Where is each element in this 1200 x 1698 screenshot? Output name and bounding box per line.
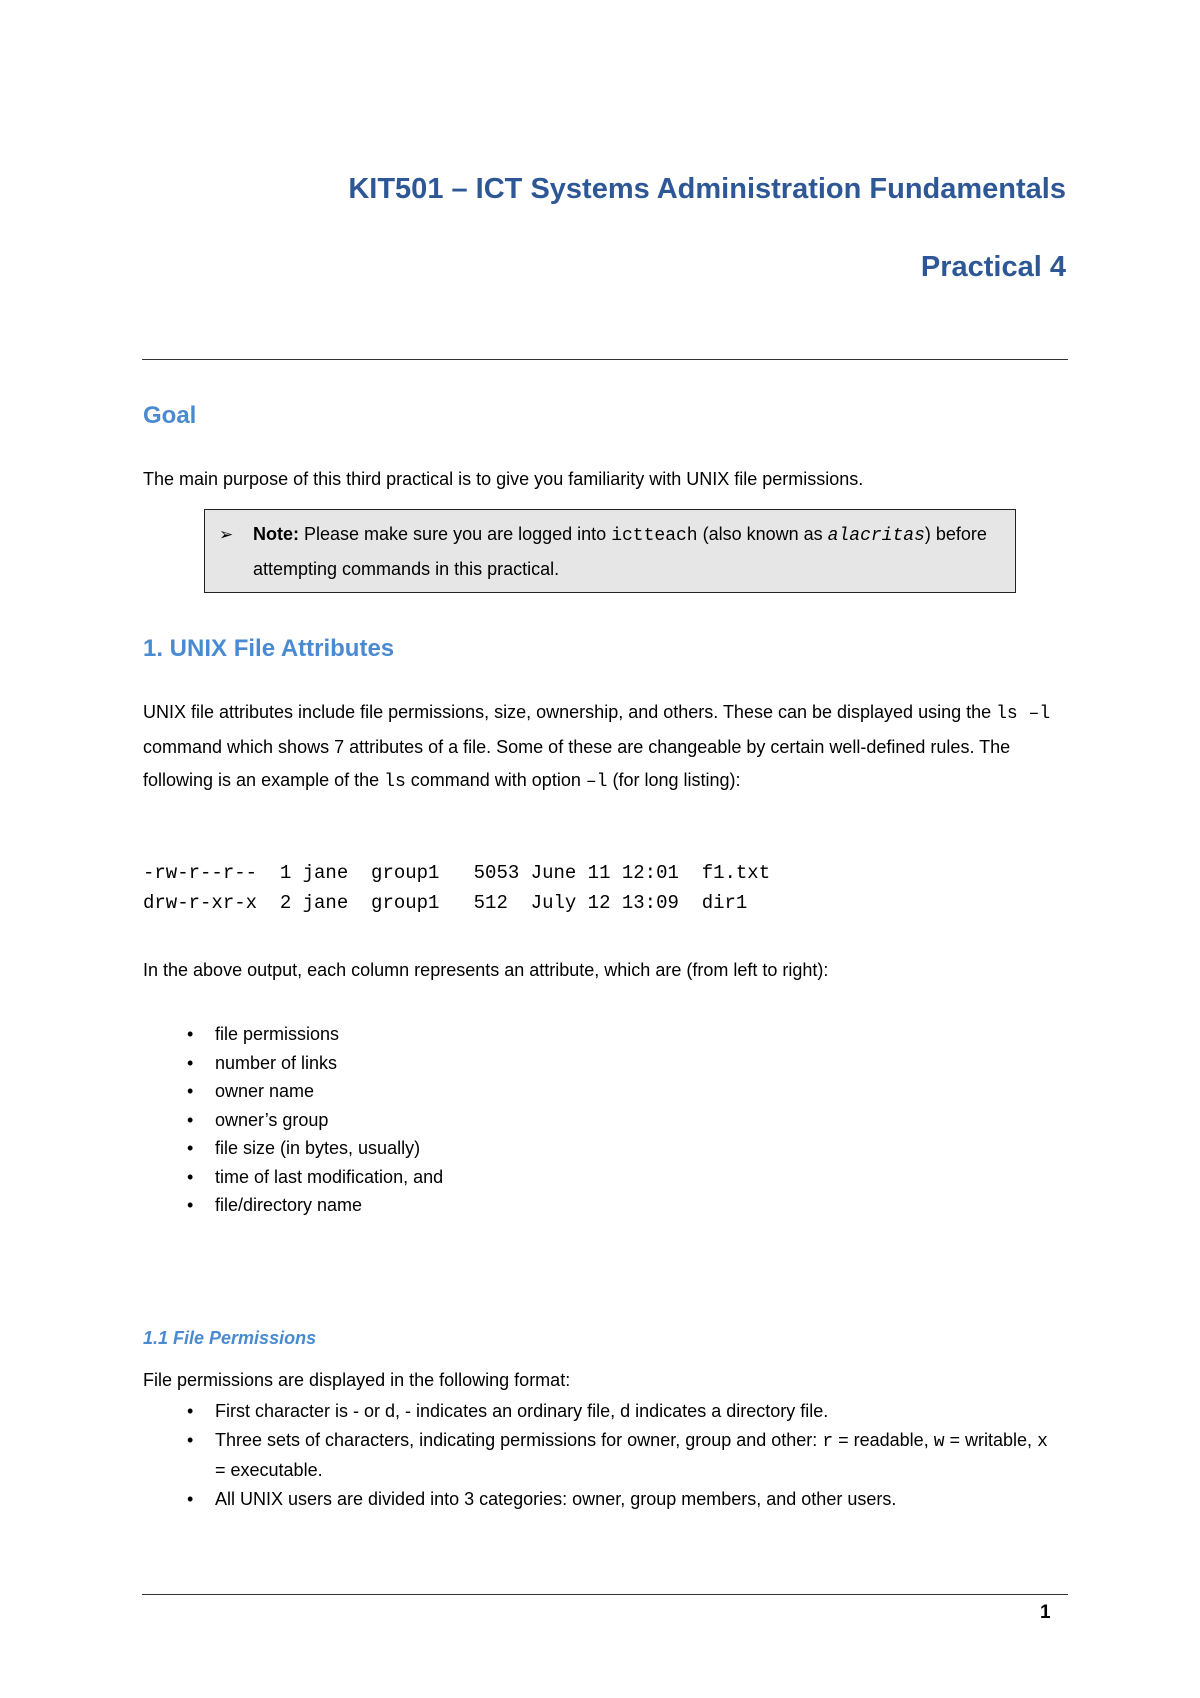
- footer-divider: [142, 1594, 1068, 1595]
- ls-output-listing: [143, 858, 770, 918]
- note-text-1: Please make sure you are logged into: [299, 524, 612, 544]
- list-item: • All UNIX users are divided into 3 categories: owner, group members, and other users.: [143, 1485, 1063, 1514]
- list-item: [143, 1426, 1063, 1485]
- perm-x: x: [1037, 1431, 1048, 1452]
- list-item: • number of links: [143, 1049, 443, 1078]
- perm-text-b: = readable,: [833, 1429, 934, 1450]
- permissions-intro: File permissions are displayed in the following format:: [143, 1370, 571, 1390]
- para-text-2: command which shows 7 attributes of a file. Some of these are changeable by certain well-defined rules. The following is an example of the: [143, 737, 1011, 790]
- para-text-4: (for long listing):: [607, 770, 741, 790]
- list-item: • file permissions: [143, 1020, 443, 1049]
- perm-text-c: = writable,: [944, 1429, 1038, 1450]
- list-item: • file size (in bytes, usually): [143, 1134, 443, 1163]
- goal-paragraph: The main purpose of this third practical is to give you familiarity with UNIX file permissions.: [143, 469, 864, 489]
- perm-text-a: Three sets of characters, indicating permissions for owner, group and other:: [215, 1429, 823, 1450]
- list-item: • time of last modification, and: [143, 1163, 443, 1192]
- list-item: • owner’s group: [143, 1106, 443, 1135]
- arrow-bullet-icon: ➢: [219, 525, 234, 544]
- section-1-heading: 1. UNIX File Attributes: [143, 635, 395, 662]
- listing-line: -rw-r--r-- 1 jane group1 5053 June 11 12:01 f1.txt: [143, 862, 771, 884]
- note-text-2: (also known as: [697, 524, 828, 544]
- section-1-paragraph: [143, 696, 1063, 799]
- attributes-intro: In the above output, each column represents an attribute, which are (from left to right):: [143, 960, 829, 980]
- subsection-1-1-heading: 1.1 File Permissions: [143, 1328, 317, 1348]
- command-ls: ls: [384, 772, 406, 792]
- list-item: • file/directory name: [143, 1191, 443, 1220]
- command-ls-l: ls –l: [996, 704, 1051, 724]
- document-subtitle: Practical 4: [920, 251, 1066, 283]
- para-text-1: UNIX file attributes include file permissions, size, ownership, and others. These can be displayed using the: [143, 702, 997, 722]
- list-item: • owner name: [143, 1077, 443, 1106]
- para-text-3: command with option: [405, 770, 586, 790]
- attribute-list: [143, 1020, 443, 1220]
- page-number: 1: [1040, 1602, 1051, 1623]
- perm-r: r: [822, 1431, 834, 1452]
- header-divider: [142, 359, 1068, 360]
- note-host: ictteach: [611, 526, 698, 546]
- note-text: [253, 518, 993, 586]
- list-item: • First character is - or d, - indicates an ordinary file, d indicates a directory file.: [143, 1397, 1063, 1426]
- note-text-3: ) before attempting commands in this practical.: [253, 524, 987, 579]
- permissions-list: [143, 1397, 1063, 1513]
- document-title: KIT501 – ICT Systems Administration Fundamentals: [348, 173, 1066, 205]
- perm-w: w: [933, 1431, 945, 1452]
- perm-text-d: = executable.: [215, 1460, 323, 1480]
- goal-heading: Goal: [143, 402, 197, 429]
- note-alias: alacritas: [827, 526, 925, 546]
- option-l: –l: [585, 772, 608, 792]
- listing-line: drw-r-xr-x 2 jane group1 512 July 12 13:09 dir1: [143, 892, 748, 914]
- note-box: [204, 509, 1016, 593]
- note-label: Note:: [253, 524, 299, 544]
